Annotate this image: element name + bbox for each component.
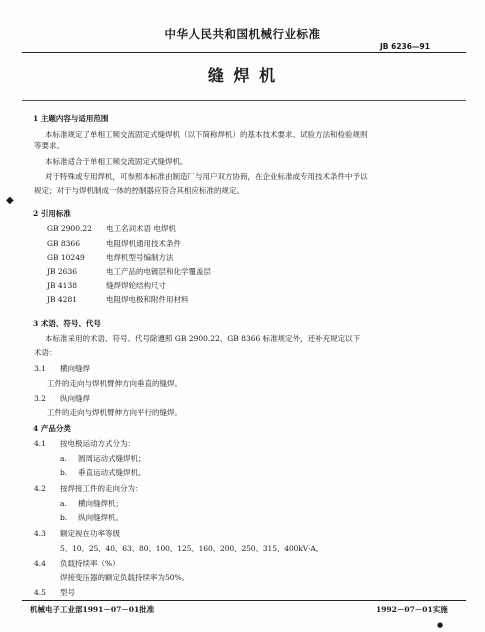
clause-number: 4.4 xyxy=(34,559,46,568)
clause-text: 焊接变压器的额定负载持续率为50%。 xyxy=(60,573,190,582)
clause-number: 4.1 xyxy=(34,439,46,448)
section-1-paragraph-1-cont: 等要求。 xyxy=(34,141,64,150)
reference-code: JB 4138 xyxy=(47,281,77,290)
standard-title: 中华人民共和国机械行业标准 xyxy=(164,27,321,41)
section-1-paragraph-3-cont: 规定；对于与焊机制成一体的控制器应符合其相应标准的规定。 xyxy=(34,186,244,195)
section-3-paragraph: 本标准采用的术语、符号、代号除遵照 GB 2900.22、GB 8366 标准规定外，还补充规定以下 xyxy=(45,334,361,343)
list-item: 纵向缝焊机。 xyxy=(78,513,123,522)
section-1-heading: 1 主题内容与适用范围 xyxy=(33,114,109,123)
clause-title: 型号 xyxy=(60,588,75,597)
clause-number: 4.2 xyxy=(34,484,46,493)
clause-title: 负载持续率（%） xyxy=(60,559,120,568)
list-item: 圆周运动式缝焊机； xyxy=(78,454,146,463)
footer-rule xyxy=(22,600,466,601)
section-2-heading: 2 引用标准 xyxy=(33,209,71,218)
power-ratings: 5、10、25、40、63、80、100、125、160、200、250、315、400kV·A。 xyxy=(60,544,324,553)
registration-mark: ● xyxy=(437,621,444,629)
reference-title: 电阻焊机通用技术条件 xyxy=(106,239,181,248)
reference-code: GB 10249 xyxy=(47,253,85,262)
list-label: a. xyxy=(60,454,67,463)
clause-title: 按焊接工件的走向分为： xyxy=(60,484,143,493)
section-1-paragraph-2: 本标准适合于单相工频交流固定式缝焊机。 xyxy=(45,157,188,166)
reference-title: 电阻焊电极和附件用材料 xyxy=(106,295,189,304)
registration-mark: ◆ xyxy=(6,195,14,206)
term-number: 3.1 xyxy=(34,364,46,373)
list-item: 横向缝焊机； xyxy=(78,499,123,508)
reference-code: JB 4281 xyxy=(47,295,77,304)
term-title: 横向缝焊 xyxy=(60,364,90,373)
clause-number: 4.5 xyxy=(34,588,46,597)
term-definition: 工件的走向与焊机臂伸方向平行的缝焊。 xyxy=(47,408,182,417)
section-3-heading: 3 术语、符号、代号 xyxy=(33,319,101,328)
list-item: 垂直运动式缝焊机。 xyxy=(78,468,146,477)
clause-title: 额定视在功率等级 xyxy=(60,529,120,538)
title-rule xyxy=(22,100,466,101)
section-1-paragraph-1: 本标准规定了单相工频交流固定式缝焊机（以下简称焊机）的基本技术要求、试验方法和检验规则 xyxy=(45,130,368,139)
reference-title: 电焊机型号编制方法 xyxy=(106,253,174,262)
list-label: a. xyxy=(60,499,67,508)
standard-code: JB 6236—91 xyxy=(380,42,430,51)
section-4-heading: 4 产品分类 xyxy=(33,424,71,433)
section-1-paragraph-3: 对于特殊或专用焊机，可参照本标准由制造厂与用户双方协商，在企业标准或专用技术条件中予以 xyxy=(45,172,368,181)
implementation-line: 1992－07－01实施 xyxy=(376,605,448,614)
term-number: 3.2 xyxy=(34,394,46,403)
reference-title: 电工产品的电镀层和化学覆盖层 xyxy=(106,267,211,276)
clause-number: 4.3 xyxy=(34,529,46,538)
header-rule xyxy=(22,52,466,53)
reference-title: 电工名词术语 电焊机 xyxy=(106,224,176,233)
list-label: b. xyxy=(60,513,68,522)
reference-title: 缝焊焊轮结构尺寸 xyxy=(106,281,166,290)
approval-line: 机械电子工业部1991－07－01批准 xyxy=(30,605,155,614)
term-definition: 工件的走向与焊机臂伸方向垂直的缝焊。 xyxy=(47,379,182,388)
reference-code: JB 2636 xyxy=(47,267,77,276)
section-3-paragraph-cont: 术语： xyxy=(34,348,57,357)
reference-code: GB 8366 xyxy=(47,239,80,248)
list-label: b. xyxy=(60,468,68,477)
clause-title: 按电极运动方式分为： xyxy=(60,439,135,448)
reference-code: GB 2900.22 xyxy=(47,224,92,233)
document-title: 缝 焊 机 xyxy=(207,66,278,85)
term-title: 纵向缝焊 xyxy=(60,394,90,403)
